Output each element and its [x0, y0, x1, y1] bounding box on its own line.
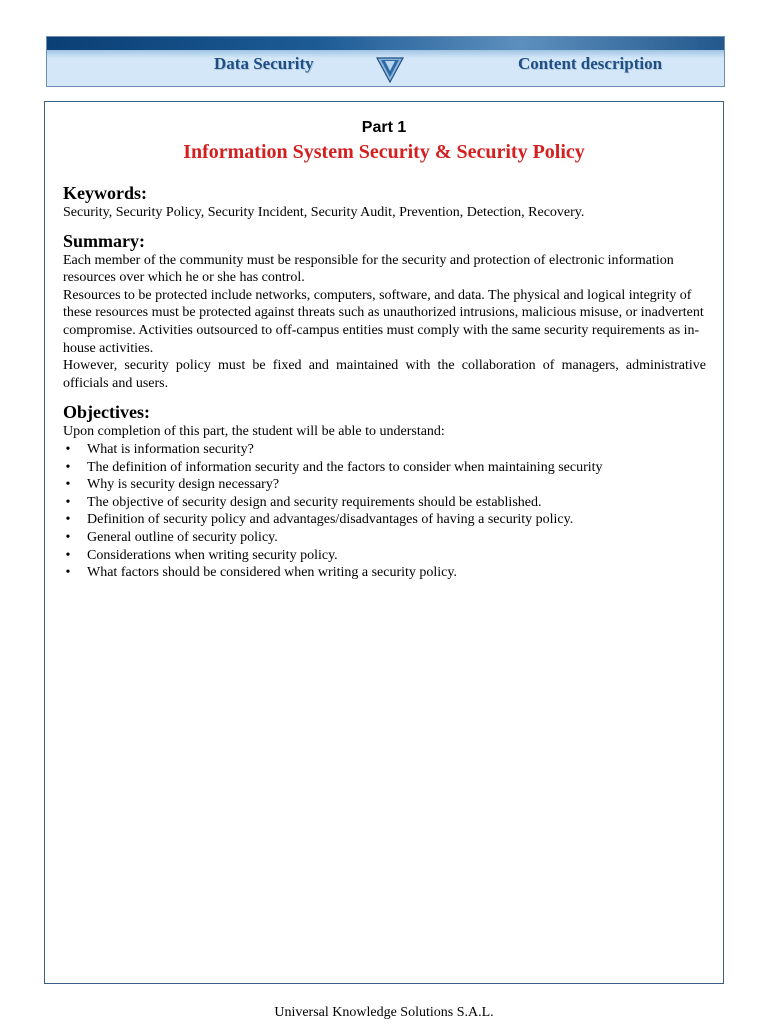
keywords-heading: Keywords:	[63, 183, 147, 203]
document-body	[63, 182, 706, 582]
bullet-icon: •	[65, 547, 71, 563]
objectives-intro: Upon completion of this part, the student will be able to understand:	[63, 424, 445, 440]
list-item	[63, 476, 706, 494]
list-item	[63, 459, 706, 477]
objectives-list	[63, 441, 706, 582]
bullet-icon: •	[65, 529, 71, 545]
summary-paragraph: Each member of the community must be responsible for the security and protection of electronic information resources over which he or she has control.	[63, 252, 674, 286]
list-item-text: Definition of security policy and advantages/disadvantages of having a security policy.	[87, 512, 574, 528]
keywords-text: Security, Security Policy, Security Incident, Security Audit, Prevention, Detection, Recovery.	[63, 205, 585, 220]
list-item-text: General outline of security policy.	[87, 529, 278, 545]
objectives-heading: Objectives:	[63, 402, 150, 423]
bullet-icon: •	[65, 565, 71, 581]
header-left-title: Data Security	[214, 54, 314, 73]
list-item-text: What is information security?	[87, 441, 254, 457]
bullet-icon: •	[65, 477, 71, 493]
summary-paragraph: However, security policy must be fixed and maintained with the collaboration of managers, administrative officials and users.	[63, 358, 706, 391]
summary-section	[63, 230, 706, 393]
summary-heading: Summary:	[63, 230, 145, 251]
list-item-text: The objective of security design and security requirements should be established.	[87, 494, 542, 510]
bullet-icon: •	[65, 512, 71, 528]
header-banner	[46, 36, 725, 87]
bullet-icon: •	[65, 494, 71, 510]
chevron-down-icon	[375, 54, 405, 84]
list-item-text: Why is security design necessary?	[87, 477, 280, 493]
list-item	[63, 441, 706, 459]
list-item	[63, 494, 706, 512]
list-item-text: What factors should be considered when writing a security policy.	[87, 565, 457, 581]
bullet-icon: •	[65, 441, 71, 457]
page-footer: Universal Knowledge Solutions S.A.L.	[274, 1005, 494, 1020]
part-title: Information System Security & Security Policy	[183, 141, 585, 163]
part-label: Part 1	[361, 119, 407, 136]
banner-stripe	[47, 37, 724, 50]
summary-paragraph: Resources to be protected include networks, computers, software, and data. The physical and logical integrity of these resources must be protected against threats such as unauthorized intrusions, malicious misuse, or inadvertent compromise. Activities outsourced to off-campus entities must comply with the same security requirements as in-house activities.	[63, 287, 704, 356]
list-item	[63, 564, 706, 582]
bullet-icon: •	[65, 459, 71, 475]
keywords-section	[63, 182, 706, 222]
list-item	[63, 547, 706, 565]
objectives-section	[63, 401, 706, 581]
list-item	[63, 511, 706, 529]
list-item-text: Considerations when writing security policy.	[87, 547, 338, 563]
header-right-title: Content description	[518, 54, 663, 73]
list-item-text: The definition of information security and the factors to consider when maintaining security	[87, 459, 603, 475]
list-item	[63, 529, 706, 547]
